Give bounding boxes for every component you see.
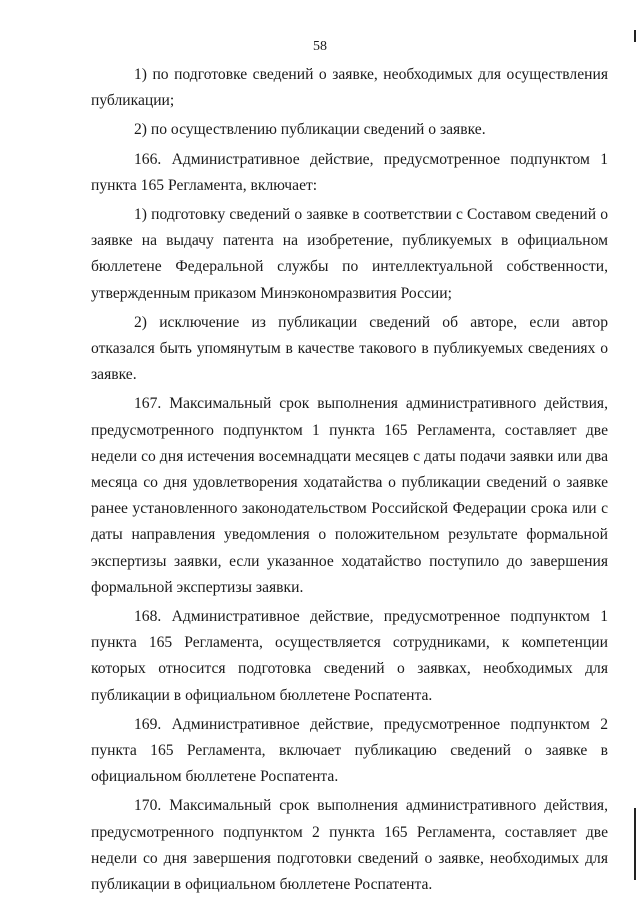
- scan-edge-mark: [634, 808, 636, 880]
- paragraph-166-item-1: 1) подготовку сведений о заявке в соответствии с Составом сведений о заявке на выдачу патента на изобретение, публикуемых в официальном бюллетене Федеральной службы по интеллектуальной собственности, утвержденным приказом Минэкономразвития России;: [91, 206, 608, 302]
- page-number: 58: [313, 39, 327, 54]
- paragraph-item-2: 2) по осуществлению публикации сведений о заявке.: [134, 121, 486, 139]
- paragraph-168: 168. Административное действие, предусмотренное подпунктом 1 пункта 165 Регламента, осуществляется сотрудниками, к компетенции которых относится подготовка сведений о заявках, необходимых для публикации в официальном бюллетене Роспатента.: [91, 608, 608, 704]
- document-body: [91, 62, 608, 898]
- scan-edge-mark: [634, 30, 636, 42]
- paragraph-170: 170. Максимальный срок выполнения административного действия, предусмотренного подпунктом 2 пункта 165 Регламента, составляет две недели со дня завершения подготовки сведений о заявке, необходимых для публикации в официальном бюллетене Роспатента.: [91, 797, 608, 894]
- paragraph-167: 167. Максимальный срок выполнения административного действия, предусмотренного подпунктом 1 пункта 165 Регламента, составляет две недели со дня истечения восемнадцати месяцев с даты подачи заявки или два месяца со дня удовлетворения ходатайства о публикации сведений о заявке ранее установленного законодательством Российской Федерации срока или с даты направления уведомления о положительном результате формальной экспертизы заявки, если указанное ходатайство поступило до завершения формальной экспертизы заявки.: [91, 395, 608, 596]
- paragraph-166-item-2: 2) исключение из публикации сведений об авторе, если автор отказался быть упомянутым в качестве такового в публикуемых сведениях о заявке.: [91, 313, 608, 384]
- paragraph-166: 166. Административное действие, предусмотренное подпунктом 1 пункта 165 Регламента, включает:: [91, 150, 608, 194]
- paragraph-item-1: 1) по подготовке сведений о заявке, необходимых для осуществления публикации;: [91, 66, 608, 110]
- paragraph-169: 169. Административное действие, предусмотренное подпунктом 2 пункта 165 Регламента, включает публикацию сведений о заявке в официальном бюллетене Роспатента.: [91, 715, 608, 786]
